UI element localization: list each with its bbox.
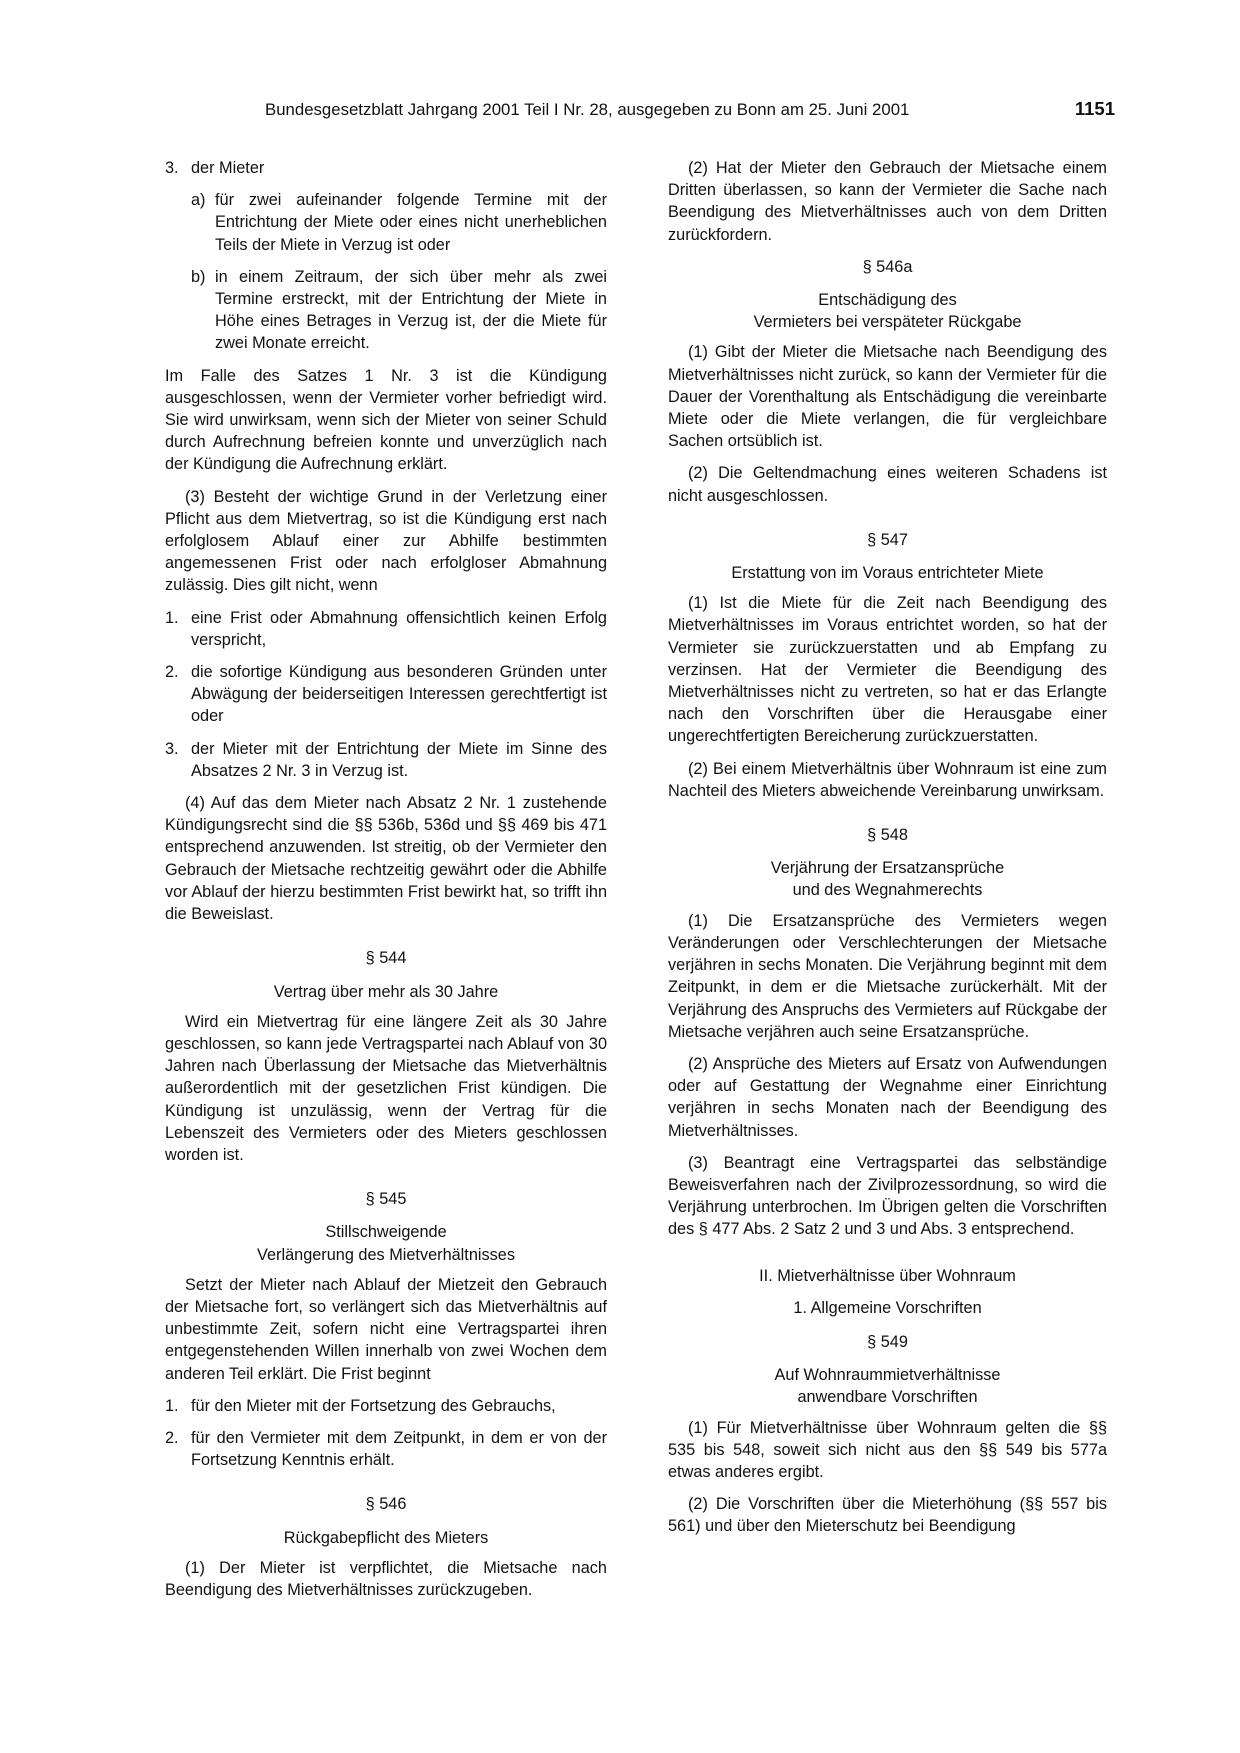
list-item: [165, 1427, 607, 1471]
section-title: Entschädigung des: [818, 291, 957, 310]
paragraph: (1) Ist die Miete für die Zeit nach Beendigung des Mietverhältnisses im Voraus entrichtet worden, so hat der Vermieter sie zurückzuerstatten und ab Empfang zu verzinsen. Hat der Vermieter die Beendigung des Mietverhältnisses nicht zu vertreten, so hat er das Erlangte nach den Vorschriften über die Herausgabe einer ungerechtfertigten Bereicherung zurückzuerstatten.: [668, 594, 1107, 746]
section-title: Rückgabepflicht des Mieters: [283, 1528, 489, 1547]
section-number: § 546: [365, 1495, 407, 1514]
paragraph: (1) Gibt der Mieter die Mietsache nach Beendigung des Mietverhältnisses nicht zurück, so kann der Vermieter für die Dauer der Vorenthaltung als Entschädigung die vereinbarte Miete oder die Miete verlangen, die für vergleichbare Sachen ortsüblich ist.: [668, 343, 1107, 451]
section-number: § 544: [365, 949, 407, 968]
list-text: die sofortige Kündigung aus besonderen Gründen unter Abwägung der beiderseitigen Interessen gerechtfertigt ist oder: [191, 663, 607, 726]
list-item: [165, 607, 607, 651]
list-marker: 3.: [165, 159, 179, 177]
section-title: Stillschweigende: [325, 1223, 447, 1242]
sub-list-marker: a): [191, 191, 206, 210]
section-title: Vermieters bei verspäteter Rückgabe: [753, 313, 1022, 332]
list-text: der Mieter: [191, 159, 265, 177]
section-title: Verjährung der Ersatzansprüche: [770, 859, 1005, 878]
sub-list-item: [191, 266, 607, 355]
paragraph: (2) Hat der Mieter den Gebrauch der Mietsache einem Dritten überlassen, so kann der Vermieter die Sache nach Beendigung des Mietverhältnisses auch von dem Dritten zurückfordern.: [668, 159, 1107, 244]
right-column: [668, 157, 1107, 1548]
paragraph: (2) Bei einem Mietverhältnis über Wohnraum ist eine zum Nachteil des Mieters abweichende Vereinbarung unwirksam.: [668, 759, 1107, 800]
list-marker: 3.: [165, 739, 179, 758]
list-item: [165, 157, 607, 179]
running-title: Bundesgesetzblatt Jahrgang 2001 Teil I Nr. 28, ausgegeben zu Bonn am 25. Juni 2001: [265, 100, 910, 119]
paragraph: (3) Besteht der wichtige Grund in der Verletzung einer Pflicht aus dem Mietvertrag, so ist die Kündigung erst nach erfolglosem Ablauf einer zur Abhilfe bestimmten angemessenen Frist oder nach erfolgloser Abmahnung zulässig. Dies gilt nicht, wenn: [165, 487, 607, 595]
paragraph: Wird ein Mietvertrag für eine längere Zeit als 30 Jahre geschlossen, so kann jede Vertragspartei nach Ablauf von 30 Jahren nach Überlassung der Mietsache das Mietverhältnis außerordentlich mit der gesetzlichen Frist kündigen. Die Kündigung ist unzulässig, wenn der Vertrag für die Lebenszeit des Vermieters oder des Mieters geschlossen worden ist.: [165, 1012, 607, 1164]
section-number: § 547: [867, 530, 908, 549]
paragraph: (1) Die Ersatzansprüche des Vermieters wegen Veränderungen oder Verschlechterungen der Mietsache verjähren in sechs Monaten. Die Verjährung beginnt mit dem Zeitpunkt, in dem er die Mietsache zurückerhält. Mit der Verjährung des Anspruchs des Vermieters auf Rückgabe der Mietsache verjähren auch seine Ersatzansprüche.: [668, 911, 1107, 1041]
paragraph: (1) Für Mietverhältnisse über Wohnraum gelten die §§ 535 bis 548, soweit sich nicht aus den §§ 549 bis 577a etwas anderes ergibt.: [668, 1418, 1107, 1481]
section-number: § 548: [867, 826, 908, 845]
list-item: [165, 738, 607, 782]
list-text: für den Vermieter mit dem Zeitpunkt, in dem er von der Fortsetzung Kenntnis erhält.: [191, 1428, 607, 1470]
paragraph: Im Falle des Satzes 1 Nr. 3 ist die Kündigung ausgeschlossen, wenn der Vermieter vorher befriedigt wird. Sie wird unwirksam, wenn sich der Mieter von seiner Schuld durch Aufrechnung befreien konnte und unverzüglich nach der Kündigung die Aufrechnung erklärt.: [165, 366, 607, 474]
paragraph: (2) Die Geltendmachung eines weiteren Schadens ist nicht ausgeschlossen.: [668, 464, 1107, 505]
list-text: für den Mieter mit der Fortsetzung des Gebrauchs,: [191, 1396, 556, 1415]
section-number: § 549: [867, 1332, 908, 1351]
paragraph: (2) Die Vorschriften über die Mieterhöhung (§§ 557 bis 561) und über den Mieterschutz bei Beendigung: [668, 1495, 1107, 1536]
section-title: anwendbare Vorschriften: [797, 1388, 978, 1407]
list-marker: 2.: [165, 663, 179, 682]
paragraph: (2) Ansprüche des Mieters auf Ersatz von Aufwendungen oder auf Gestattung der Wegnahme einer Einrichtung verjähren in sechs Monaten nach der Beendigung des Mietverhältnisses.: [668, 1054, 1107, 1140]
list-item: [165, 661, 607, 728]
list-marker: 1.: [165, 608, 179, 627]
section-title: Auf Wohnraummietverhältnisse: [774, 1366, 1001, 1385]
list-text: der Mieter mit der Entrichtung der Miete im Sinne des Absatzes 2 Nr. 3 in Verzug ist.: [191, 739, 607, 780]
section-number: § 546a: [862, 257, 913, 276]
list-marker: 1.: [165, 1396, 179, 1415]
section-number: § 545: [365, 1190, 407, 1209]
section-title: Verlängerung des Mietverhältnisses: [257, 1245, 515, 1264]
sub-list-item: [191, 189, 607, 256]
sub-list-text: für zwei aufeinander folgende Termine mit der Entrichtung der Miete oder eines nicht unerheblichen Teils der Miete in Verzug ist oder: [215, 191, 607, 254]
paragraph: (3) Beantragt eine Vertragspartei das selbständige Beweisverfahren nach der Zivilprozessordnung, so wird die Verjährung unterbrochen. Im Übrigen gelten die Vorschriften des § 477 Abs. 2 Satz 2 und 3 und Abs. 3 entsprechend.: [668, 1153, 1107, 1239]
paragraph: Setzt der Mieter nach Ablauf der Mietzeit den Gebrauch der Mietsache fort, so verlängert sich das Mietverhältnis auf unbestimmte Zeit, sofern nicht eine Vertragspartei ihren entgegenstehenden Willen innerhalb von zwei Wochen dem anderen Teil erklärt. Die Frist beginnt: [165, 1275, 607, 1383]
paragraph: (4) Auf das dem Mieter nach Absatz 2 Nr. 1 zustehende Kündigungsrecht sind die §§ 536b, 536d und §§ 469 bis 471 entsprechend anzuwenden. Ist streitig, ob der Vermieter den Gebrauch der Mietsache rechtzeitig gewährt oder die Abhilfe vor Ablauf der hierzu bestimmten Frist bewirkt hat, so trifft ihn die Beweislast.: [165, 794, 607, 924]
page-number: 1151: [1074, 98, 1115, 119]
section-title: Erstattung von im Voraus entrichteter Miete: [731, 564, 1044, 583]
list-item: [165, 1395, 607, 1417]
sub-list-marker: b): [191, 267, 206, 286]
page-header: [265, 99, 1115, 125]
part-title: II. Mietverhältnisse über Wohnraum: [759, 1266, 1016, 1285]
sub-list-text: in einem Zeitraum, der sich über mehr als zwei Termine erstreckt, mit der Entrichtung der Miete in Höhe eines Betrages in Verzug ist, der die Miete für zwei Monate erreicht.: [215, 267, 607, 353]
section-title: und des Wegnahmerechts: [792, 881, 983, 900]
paragraph: (1) Der Mieter ist verpflichtet, die Mietsache nach Beendigung des Mietverhältnisses zurückzugeben.: [165, 1558, 607, 1599]
section-title: Vertrag über mehr als 30 Jahre: [273, 982, 499, 1001]
left-column: [165, 157, 607, 1611]
list-marker: 2.: [165, 1428, 179, 1447]
list-text: eine Frist oder Abmahnung offensichtlich keinen Erfolg verspricht,: [191, 608, 607, 649]
subpart-title: 1. Allgemeine Vorschriften: [793, 1298, 982, 1317]
